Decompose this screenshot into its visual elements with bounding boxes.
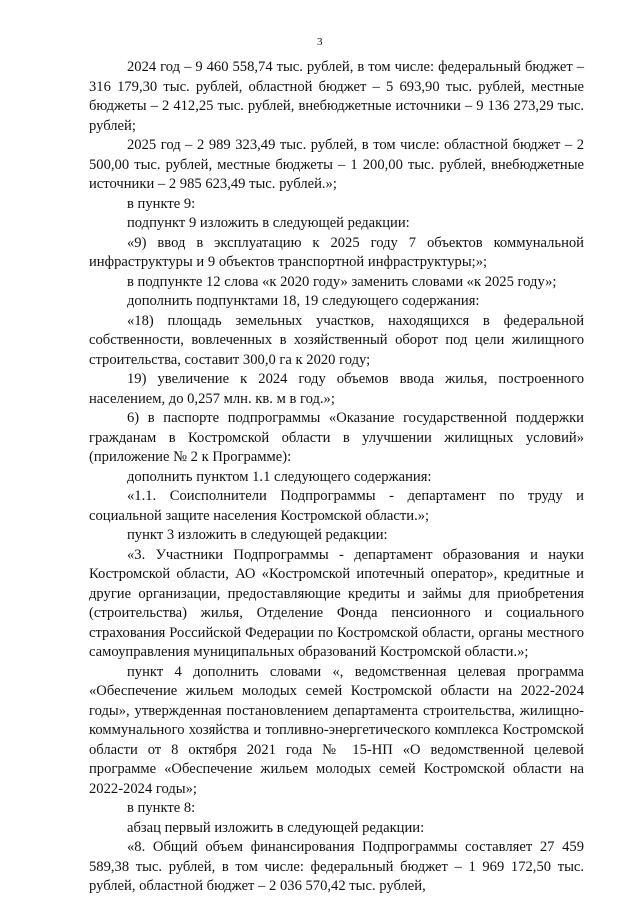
page-number: 3 bbox=[317, 36, 323, 48]
paragraph: «18) площадь земельных участков, находящихся в федеральной собственности, вовлеченных в хозяйственный оборот под цели жилищного строительства, составит 300,0 га к 2020 году; bbox=[89, 312, 584, 368]
paragraph: «3. Участники Подпрограммы - департамент образования и науки Костромской области, АО «Костромской ипотечный оператор», кредитные и другие организации, предоставляющие кредиты и займы для приобретения (строительства) жилья, Отделение Фонда пенсионного и социального страхования Российской Федерации по Костромской области, органы местного самоуправления муниципальных образований Костромской области.»; bbox=[89, 546, 584, 660]
paragraph: в подпункте 12 слова «к 2020 году» заменить словами «к 2025 году»; bbox=[127, 273, 557, 290]
paragraph: «1.1. Соисполнители Подпрограммы - департамент по труду и социальной защите населения Костромской области.»; bbox=[89, 488, 584, 524]
paragraph: в пункте 9: bbox=[127, 195, 196, 212]
paragraph: дополнить подпунктами 18, 19 следующего содержания: bbox=[127, 293, 480, 309]
document-body bbox=[89, 58, 584, 897]
paragraph: в пункте 8: bbox=[127, 800, 196, 816]
paragraph: подпункт 9 изложить в следующей редакции: bbox=[127, 215, 410, 231]
paragraph: дополнить пунктом 1.1 следующего содержания: bbox=[127, 468, 432, 485]
paragraph: «8. Общий объем финансирования Подпрограммы составляет 27 459 589,38 тыс. рублей, в том числе: федеральный бюджет – 1 969 172,50 тыс. рублей, областной бюджет – 2 036 570,42 тыс. рублей, bbox=[89, 839, 584, 894]
paragraph: 19) увеличение к 2024 году объемов ввода жилья, построенного населением, до 0,257 млн. кв. м в год.»; bbox=[89, 371, 584, 407]
paragraph: пункт 3 изложить в следующей редакции: bbox=[127, 527, 388, 543]
paragraph: 6) в паспорте подпрограммы «Оказание государственной поддержки гражданам в Костромской области в улучшении жилищных условий» (приложение № 2 к Программе): bbox=[89, 410, 584, 465]
paragraph: абзац первый изложить в следующей редакции: bbox=[127, 819, 425, 836]
paragraph: 2025 год – 2 989 323,49 тыс. рублей, в том числе: областной бюджет – 2 500,00 тыс. рублей, местные бюджеты – 1 200,00 тыс. рублей, внебюджетные источники – 2 985 623,49 тыс. рублей.»; bbox=[89, 137, 584, 192]
paragraph: пункт 4 дополнить словами «, ведомственная целевая программа «Обеспечение жильем молодых семей Костромской области на 2022-2024 годы», утвержденная постановлением департамента строительства, жилищно-коммунального хозяйства и топливно-энергетического комплекса Костромской области от 8 октября 2021 года № 15-НП «О ведомственной целевой программе «Обеспечение жильем молодых семей Костромской области на 2022-2024 годы»; bbox=[89, 663, 584, 797]
paragraph: «9) ввод в эксплуатацию к 2025 году 7 объектов коммунальной инфраструктуры и 9 объектов транспортной инфраструктуры;»; bbox=[89, 234, 584, 270]
paragraph: 2024 год – 9 460 558,74 тыс. рублей, в том числе: федеральный бюджет – 316 179,30 тыс. рублей, областной бюджет – 5 693,90 тыс. рублей, местные бюджеты – 2 412,25 тыс. рублей, внебюджетные источники – 9 136 273,29 тыс. рублей; bbox=[89, 59, 584, 134]
